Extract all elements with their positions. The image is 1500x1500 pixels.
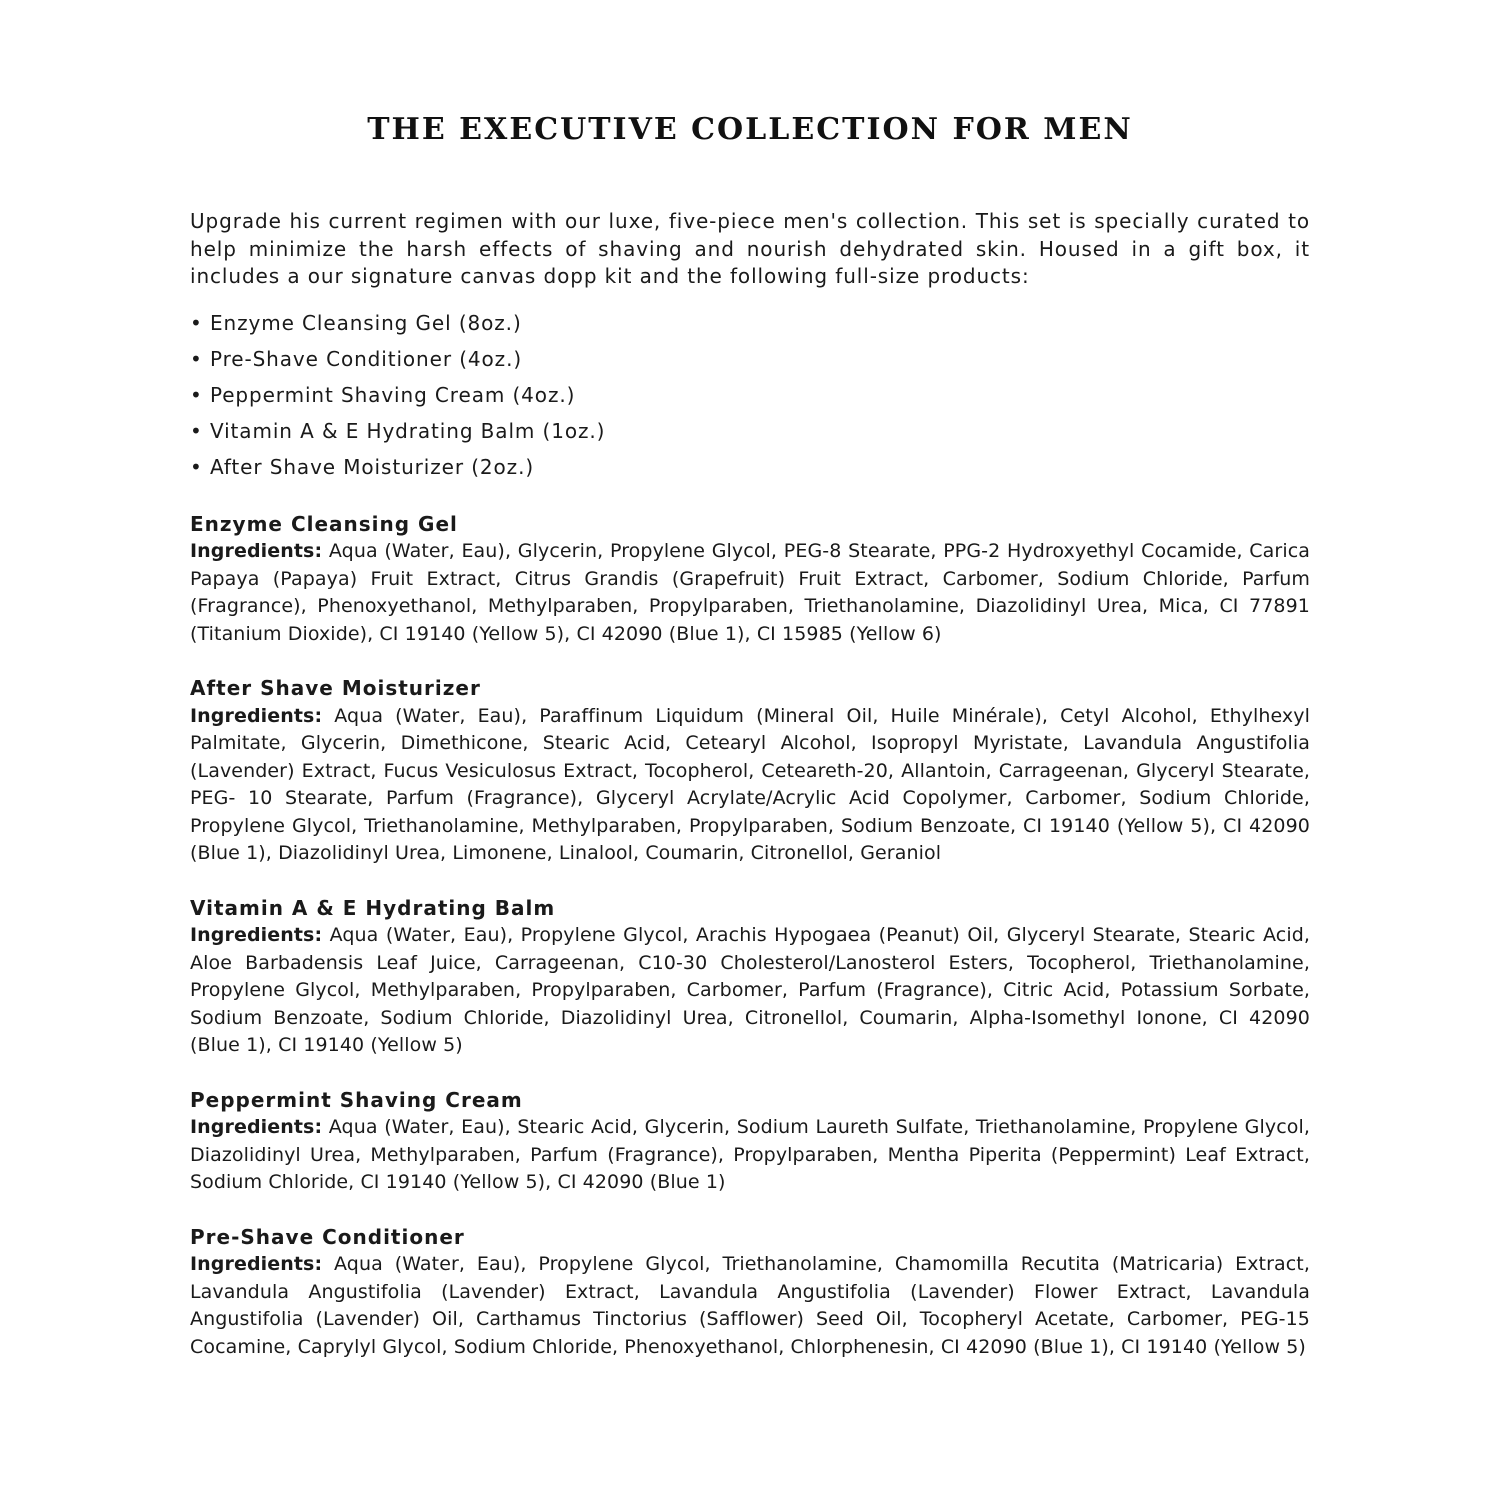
ingredients-list: Aqua (Water, Eau), Stearic Acid, Glycerin, Sodium Laureth Sulfate, Triethanolamine, Propylene Glycol, Diazolidinyl Urea, Methylparaben, Parfum (Fragrance), Propylparaben, Mentha Piperita (Peppermint) Leaf Extract, Sodium Chloride, CI 19140 (Yellow 5), CI 42090 (Blue 1) bbox=[190, 1116, 1311, 1193]
ingredients-label: Ingredients: bbox=[190, 924, 323, 946]
ingredients-text bbox=[190, 922, 1310, 1060]
section-enzyme-cleansing-gel bbox=[190, 511, 1310, 649]
ingredients-text bbox=[190, 538, 1310, 648]
list-item: • Pre-Shave Conditioner (4oz.) bbox=[190, 346, 523, 371]
section-after-shave-moisturizer bbox=[190, 675, 1310, 868]
ingredients-text bbox=[190, 1251, 1310, 1361]
ingredients-list: Aqua (Water, Eau), Paraffinum Liquidum (Mineral Oil, Huile Minérale), Cetyl Alcohol, Ethylhexyl Palmitate, Glycerin, Dimethicone, Stearic Acid, Cetearyl Alcohol, Isopropyl Myristate, Lavandula Angustifolia (Lavender) Extract, Fucus Vesiculosus Extract, Tocopherol, Ceteareth-20, Allantoin, Carrageenan, Glyceryl Stearate, PEG- 10 Stearate, Parfum (Fragrance), Glyceryl Acrylate/Acrylic Acid Copolymer, Carbomer, Sodium Chloride, Propylene Glycol, Triethanolamine, Methylparaben, Propylparaben, Sodium Benzoate, CI 19140 (Yellow 5), CI 42090 (Blue 1), Diazolidinyl Urea, Limonene, Linalool, Coumarin, Citronellol, Geraniol bbox=[190, 704, 1311, 864]
section-heading: Pre-Shave Conditioner bbox=[190, 1224, 465, 1249]
ingredients-label: Ingredients: bbox=[190, 1253, 323, 1275]
section-vitamin-hydrating-balm bbox=[190, 895, 1310, 1060]
ingredients-label: Ingredients: bbox=[190, 540, 323, 562]
section-peppermint-shaving-cream bbox=[190, 1087, 1310, 1197]
intro-paragraph: Upgrade his current regimen with our luxe, five-piece men's collection. This set is specially curated to help minimize the harsh effects of shaving and nourish dehydrated skin. Housed in a gift box, it includes a our signature canvas dopp kit and the following full-size products: bbox=[190, 209, 1310, 288]
section-heading: Vitamin A & E Hydrating Balm bbox=[190, 895, 556, 920]
ingredients-text bbox=[190, 1114, 1310, 1197]
section-heading: After Shave Moisturizer bbox=[190, 676, 481, 700]
list-item: • Enzyme Cleansing Gel (8oz.) bbox=[190, 310, 522, 335]
page-title: THE EXECUTIVE COLLECTION FOR MEN bbox=[367, 112, 1133, 147]
section-heading: Enzyme Cleansing Gel bbox=[190, 511, 458, 536]
section-pre-shave-conditioner bbox=[190, 1224, 1310, 1362]
ingredients-list: Aqua (Water, Eau), Propylene Glycol, Triethanolamine, Chamomilla Recutita (Matricaria) Extract, Lavandula Angustifolia (Lavender) Extract, Lavandula Angustifolia (Lavender) Flower Extract, Lavandula Angustifolia (Lavender) Oil, Carthamus Tinctorius (Safflower) Seed Oil, Tocopheryl Acetate, Carbomer, PEG-15 Cocamine, Caprylyl Glycol, Sodium Chloride, Phenoxyethanol, Chlorphenesin, CI 42090 (Blue 1), CI 19140 (Yellow 5) bbox=[190, 1253, 1310, 1358]
list-item: • After Shave Moisturizer (2oz.) bbox=[190, 454, 535, 479]
ingredients-label: Ingredients: bbox=[190, 704, 323, 727]
ingredients-list: Aqua (Water, Eau), Propylene Glycol, Arachis Hypogaea (Peanut) Oil, Glyceryl Stearate, Stearic Acid, Aloe Barbadensis Leaf Juice, Carrageenan, C10-30 Cholesterol/Lanosterol Esters, Tocopherol, Triethanolamine, Propylene Glycol, Methylparaben, Propylparaben, Carbomer, Parfum (Fragrance), Citric Acid, Potassium Sorbate, Sodium Benzoate, Sodium Chloride, Diazolidinyl Urea, Citronellol, Coumarin, Alpha-Isomethyl Ionone, CI 42090 (Blue 1), CI 19140 (Yellow 5) bbox=[190, 924, 1310, 1056]
ingredients-text bbox=[190, 703, 1310, 868]
section-heading: Peppermint Shaving Cream bbox=[190, 1087, 523, 1112]
ingredients-list: Aqua (Water, Eau), Glycerin, Propylene Glycol, PEG-8 Stearate, PPG-2 Hydroxyethyl Cocamide, Carica Papaya (Papaya) Fruit Extract, Citrus Grandis (Grapefruit) Fruit Extract, Carbomer, Sodium Chloride, Parfum (Fragrance), Phenoxyethanol, Methylparaben, Propylparaben, Triethanolamine, Diazolidinyl Urea, Mica, CI 77891 (Titanium Dioxide), CI 19140 (Yellow 5), CI 42090 (Blue 1), CI 15985 (Yellow 6) bbox=[190, 540, 1310, 645]
product-list bbox=[190, 305, 1310, 485]
document-page bbox=[190, 108, 1310, 1388]
ingredients-label: Ingredients: bbox=[190, 1116, 323, 1138]
list-item: • Vitamin A & E Hydrating Balm (1oz.) bbox=[190, 418, 606, 443]
list-item: • Peppermint Shaving Cream (4oz.) bbox=[190, 382, 576, 407]
